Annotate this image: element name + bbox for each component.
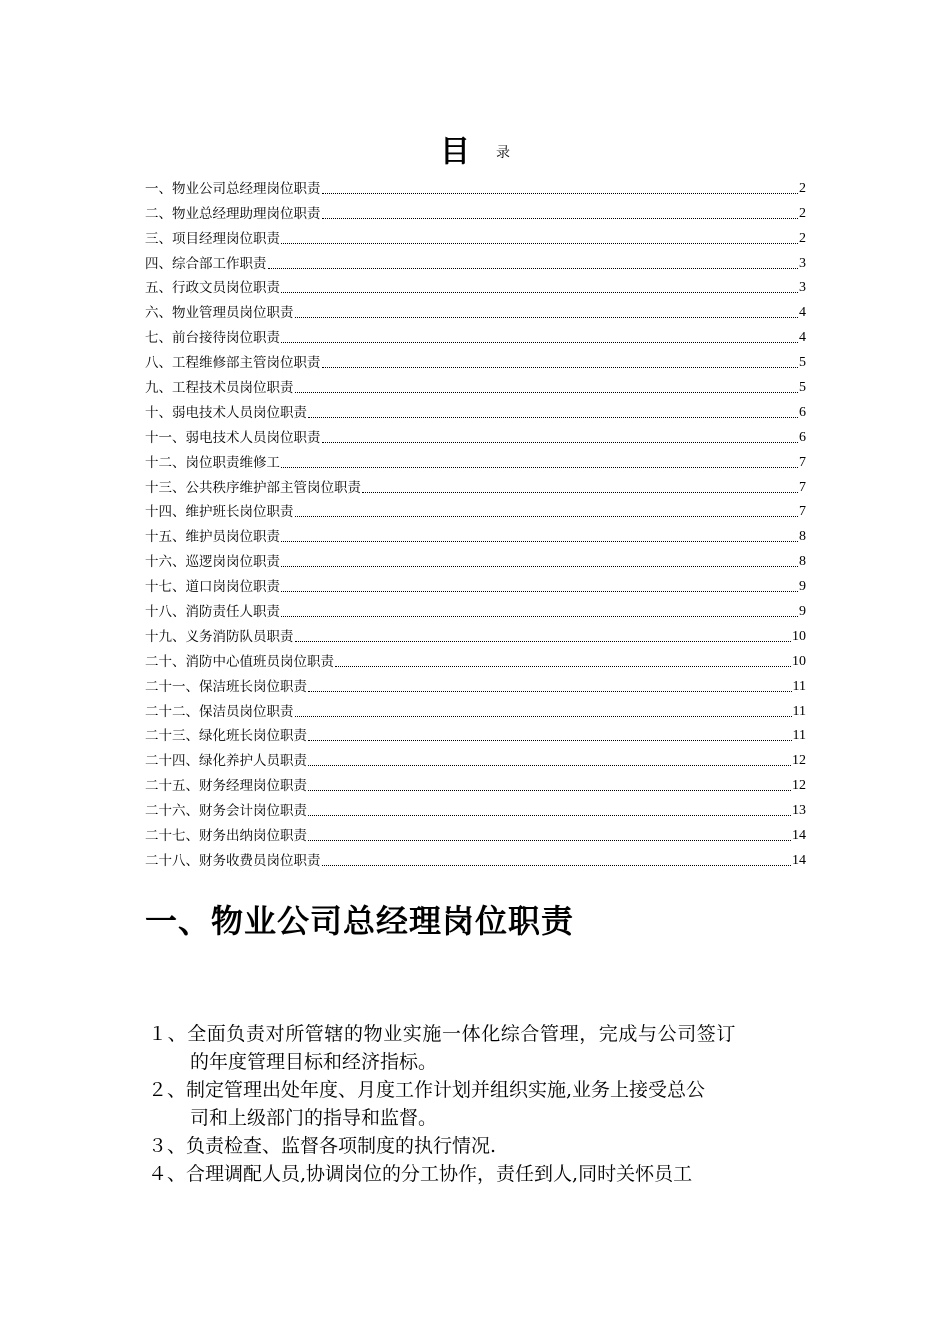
toc-leader-dots (308, 840, 791, 841)
toc-entry[interactable] (145, 572, 806, 597)
toc-entry[interactable] (145, 348, 806, 373)
toc-entry[interactable] (145, 473, 806, 498)
toc-heading (0, 132, 950, 173)
toc-entry[interactable] (145, 746, 806, 771)
duty-item (145, 1160, 810, 1188)
toc-leader-dots (322, 865, 792, 866)
toc-entry-title: 七、前台接待岗位职责 (145, 330, 280, 347)
toc-leader-dots (281, 342, 798, 343)
toc-entry[interactable] (145, 448, 806, 473)
toc-entry-page-number: 7 (799, 454, 806, 470)
toc-entry-page-number: 7 (799, 479, 806, 495)
duty-item (145, 1132, 810, 1160)
toc-entry-page-number: 10 (792, 628, 806, 644)
toc-leader-dots (308, 691, 792, 692)
toc-leader-dots (295, 641, 792, 642)
toc-entry-title: 十三、公共秩序维护部主管岗位职责 (145, 479, 361, 496)
toc-entry-title: 十六、巡逻岗岗位职责 (145, 554, 280, 571)
toc-leader-dots (281, 591, 798, 592)
toc-entry[interactable] (145, 622, 806, 647)
toc-entry-title: 十五、维护员岗位职责 (145, 529, 280, 546)
toc-entry-title: 八、工程维修部主管岗位职责 (145, 355, 321, 372)
toc-entry[interactable] (145, 846, 806, 871)
toc-entry-page-number: 6 (799, 429, 806, 445)
toc-entry[interactable] (145, 647, 806, 672)
duty-item-continuation: 的年度管理目标和经济指标。 (190, 1051, 438, 1073)
toc-entry-page-number: 2 (799, 180, 806, 196)
toc-leader-dots (362, 492, 798, 493)
duty-item-text: １、全面负责对所管辖的物业实施一体化综合管理，完成与公司签订 (148, 1023, 737, 1045)
toc-entry-page-number: 9 (799, 579, 806, 595)
toc-leader-dots (308, 417, 798, 418)
toc-heading-secondary: 录 (496, 144, 510, 161)
toc-entry[interactable] (145, 398, 806, 423)
toc-entry[interactable] (145, 771, 806, 796)
duty-list (145, 1020, 810, 1188)
toc-entry-title: 九、工程技术员岗位职责 (145, 380, 294, 397)
toc-entry-title: 一、物业公司总经理岗位职责 (145, 180, 321, 197)
toc-entry-page-number: 11 (792, 728, 806, 744)
toc-entry-title: 十、弱电技术人员岗位职责 (145, 404, 307, 421)
toc-leader-dots (281, 616, 798, 617)
toc-entry-page-number: 7 (799, 504, 806, 520)
section-heading: 一、物业公司总经理岗位职责 (145, 902, 575, 940)
toc-leader-dots (268, 268, 799, 269)
toc-entry-page-number: 8 (799, 554, 806, 570)
toc-leader-dots (308, 765, 791, 766)
toc-leader-dots (322, 218, 799, 219)
toc-entry[interactable] (145, 373, 806, 398)
toc-leader-dots (281, 541, 798, 542)
toc-entry-page-number: 6 (799, 404, 806, 420)
toc-entry[interactable] (145, 423, 806, 448)
toc-entry-page-number: 9 (799, 604, 806, 620)
toc-entry-page-number: 5 (799, 380, 806, 396)
toc-entry[interactable] (145, 498, 806, 523)
toc-entry[interactable] (145, 174, 806, 199)
toc-entry-page-number: 14 (792, 828, 806, 844)
toc-entry-title: 二十六、财务会计岗位职责 (145, 803, 307, 820)
duty-item (145, 1076, 810, 1132)
toc-leader-dots (308, 740, 792, 741)
toc-entry-page-number: 3 (799, 280, 806, 296)
toc-entry-page-number: 8 (799, 529, 806, 545)
toc-entry[interactable] (145, 249, 806, 274)
toc-entry[interactable] (145, 522, 806, 547)
toc-entry-page-number: 4 (799, 305, 806, 321)
toc-entry-page-number: 5 (799, 355, 806, 371)
toc-entry-page-number: 4 (799, 330, 806, 346)
toc-entry-page-number: 12 (792, 778, 806, 794)
toc-entry-title: 十二、岗位职责维修工 (145, 454, 280, 471)
toc-leader-dots (322, 442, 799, 443)
toc-entry-title: 十四、维护班长岗位职责 (145, 504, 294, 521)
duty-item-text: ３、负责检查、监督各项制度的执行情况. (148, 1135, 497, 1157)
toc-entry-page-number: 10 (792, 653, 806, 669)
toc-entry-title: 二、物业总经理助理岗位职责 (145, 205, 321, 222)
toc-entry-title: 二十七、财务出纳岗位职责 (145, 828, 307, 845)
toc-entry-title: 十一、弱电技术人员岗位职责 (145, 429, 321, 446)
toc-entry[interactable] (145, 323, 806, 348)
toc-entry[interactable] (145, 697, 806, 722)
toc-entry[interactable] (145, 274, 806, 299)
toc-leader-dots (308, 815, 791, 816)
duty-item (145, 1020, 810, 1076)
toc-entry-page-number: 11 (792, 703, 806, 719)
toc-entry-page-number: 14 (792, 852, 806, 868)
toc-entry-title: 三、项目经理岗位职责 (145, 230, 280, 247)
toc-entry-title: 四、综合部工作职责 (145, 255, 267, 272)
toc-entry[interactable] (145, 821, 806, 846)
toc-entry[interactable] (145, 597, 806, 622)
toc-entry-title: 二十一、保洁班长岗位职责 (145, 678, 307, 695)
toc-leader-dots (322, 367, 799, 368)
toc-entry[interactable] (145, 672, 806, 697)
toc-entry[interactable] (145, 199, 806, 224)
toc-entry-page-number: 12 (792, 753, 806, 769)
toc-entry-page-number: 11 (792, 678, 806, 694)
toc-leader-dots (335, 666, 791, 667)
toc-entry-page-number: 13 (792, 803, 806, 819)
toc-entry-title: 六、物业管理员岗位职责 (145, 305, 294, 322)
toc-entry-title: 十九、义务消防队员职责 (145, 628, 294, 645)
duty-item-text: ４、合理调配人员,协调岗位的分工协作，责任到人,同时关怀员工 (148, 1163, 693, 1185)
toc-entry[interactable] (145, 722, 806, 747)
toc-leader-dots (281, 566, 798, 567)
toc-entry[interactable] (145, 796, 806, 821)
toc-leader-dots (295, 392, 799, 393)
toc-leader-dots (322, 193, 799, 194)
toc-entry[interactable] (145, 298, 806, 323)
toc-entry-title: 二十三、绿化班长岗位职责 (145, 728, 307, 745)
toc-heading-main: 目 (440, 134, 470, 170)
toc-entry-title: 二十、消防中心值班员岗位职责 (145, 653, 334, 670)
toc-entry-title: 五、行政文员岗位职责 (145, 280, 280, 297)
toc-entry-title: 二十二、保洁员岗位职责 (145, 703, 294, 720)
toc-entry-page-number: 2 (799, 205, 806, 221)
toc-leader-dots (281, 292, 798, 293)
toc-entry-title: 二十四、绿化养护人员职责 (145, 753, 307, 770)
toc-entry-page-number: 2 (799, 230, 806, 246)
toc-leader-dots (308, 790, 791, 791)
toc-entry[interactable] (145, 224, 806, 249)
toc-entry-title: 十七、道口岗岗位职责 (145, 579, 280, 596)
toc-entry-title: 十八、消防责任人职责 (145, 604, 280, 621)
toc-entry-page-number: 3 (799, 255, 806, 271)
table-of-contents (145, 174, 806, 871)
toc-leader-dots (295, 317, 799, 318)
toc-leader-dots (281, 243, 798, 244)
toc-leader-dots (295, 516, 799, 517)
toc-entry-title: 二十八、财务收费员岗位职责 (145, 852, 321, 869)
toc-leader-dots (281, 467, 798, 468)
duty-item-continuation: 司和上级部门的指导和监督。 (190, 1107, 438, 1129)
toc-entry-title: 二十五、财务经理岗位职责 (145, 778, 307, 795)
toc-entry[interactable] (145, 547, 806, 572)
toc-leader-dots (295, 716, 792, 717)
duty-item-text: ２、制定管理出处年度、月度工作计划并组织实施,业务上接受总公 (148, 1079, 706, 1101)
